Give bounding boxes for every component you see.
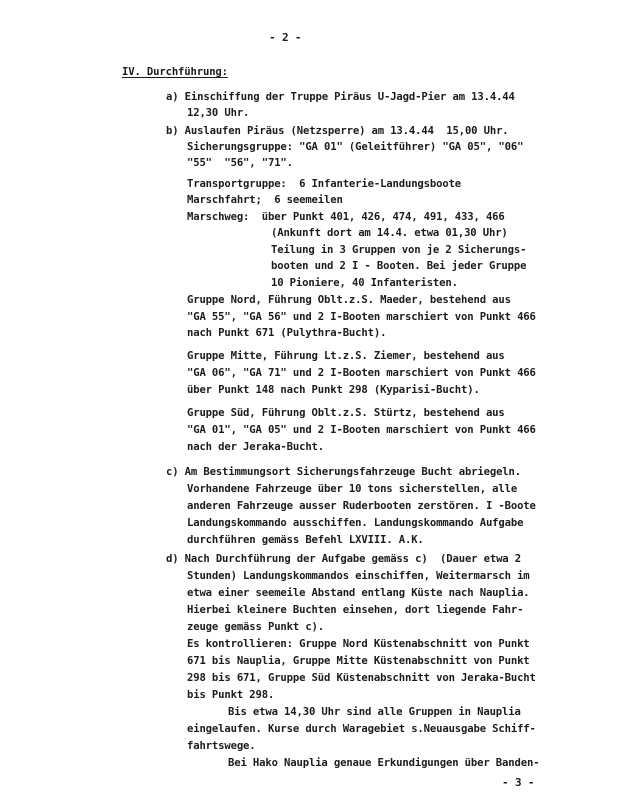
text-line: Gruppe Nord, Führung Oblt.z.S. Maeder, bestehend aus (187, 294, 511, 306)
text-line: "GA 06", "GA 71" und 2 I-Booten marschiert von Punkt 466 (187, 367, 536, 379)
text-line: zeuge gemäss Punkt c). (187, 621, 325, 633)
text-line: Marschweg: über Punkt 401, 426, 474, 491, 433, 466 (187, 211, 505, 223)
text-line: 12,30 Uhr. (187, 107, 250, 119)
text-line: Landungskommando ausschiffen. Landungskommando Aufgabe (187, 517, 524, 529)
text-line: "55" "56", "71". (187, 157, 293, 169)
text-line: b) Auslaufen Piräus (Netzsperre) am 13.4.44 15,00 Uhr. (166, 125, 509, 137)
text-line: Gruppe Süd, Führung Oblt.z.S. Stürtz, bestehend aus (187, 407, 505, 419)
text-line: bis Punkt 298. (187, 689, 275, 701)
text-line: 671 bis Nauplia, Gruppe Mitte Küstenabschnitt von Punkt (187, 655, 530, 667)
text-line: Sicherungsgruppe: "GA 01" (Geleitführer) "GA 05", "06" (187, 141, 524, 153)
text-line: a) Einschiffung der Truppe Piräus U-Jagd-Pier am 13.4.44 (166, 91, 515, 103)
text-line: Es kontrollieren: Gruppe Nord Küstenabschnitt von Punkt (187, 638, 530, 650)
text-line: Bis etwa 14,30 Uhr sind alle Gruppen in Nauplia (228, 706, 521, 718)
text-line: Vorhandene Fahrzeuge über 10 tons sicherstellen, alle (187, 483, 518, 495)
text-line: (Ankunft dort am 14.4. etwa 01,30 Uhr) (271, 227, 508, 239)
text-line: booten und 2 I - Booten. Bei jeder Gruppe (271, 260, 527, 272)
text-line: "GA 55", "GA 56" und 2 I-Booten marschiert von Punkt 466 (187, 311, 536, 323)
text-line: Transportgruppe: 6 Infanterie-Landungsboote (187, 178, 462, 190)
text-line: Gruppe Mitte, Führung Lt.z.S. Ziemer, bestehend aus (187, 350, 505, 362)
text-line: c) Am Bestimmungsort Sicherungsfahrzeuge Bucht abriegeln. (166, 466, 521, 478)
text-line: fahrtswege. (187, 740, 256, 752)
text-line: Bei Hako Nauplia genaue Erkundigungen über Banden- (228, 757, 540, 769)
text-line: nach der Jeraka-Bucht. (187, 441, 325, 453)
text-line: 298 bis 671, Gruppe Süd Küstenabschnitt von Jeraka-Bucht (187, 672, 536, 684)
section-heading: IV. Durchführung: (122, 66, 228, 78)
text-line: Hierbei kleinere Buchten einsehen, dort liegende Fahr- (187, 604, 524, 616)
text-line: Marschfahrt; 6 seemeilen (187, 194, 343, 206)
text-line: eingelaufen. Kurse durch Waragebiet s.Neuausgabe Schiff- (187, 723, 536, 735)
page-number-top: - 2 - (269, 31, 302, 44)
text-line: über Punkt 148 nach Punkt 298 (Kyparisi-Bucht). (187, 384, 480, 396)
text-line: Stunden) Landungskommandos einschiffen, Weitermarsch im (187, 570, 530, 582)
text-line: Teilung in 3 Gruppen von je 2 Sicherungs- (271, 244, 527, 256)
text-line: etwa einer seemeile Abstand entlang Küste nach Nauplia. (187, 587, 530, 599)
text-line: anderen Fahrzeuge ausser Ruderbooten zerstören. I -Boote (187, 500, 536, 512)
text-line: nach Punkt 671 (Pulythra-Bucht). (187, 327, 387, 339)
text-line: durchführen gemäss Befehl LXVIII. A.K. (187, 534, 424, 546)
text-line: 10 Pioniere, 40 Infanteristen. (271, 277, 458, 289)
text-line: "GA 01", "GA 05" und 2 I-Booten marschiert von Punkt 466 (187, 424, 536, 436)
text-line: d) Nach Durchführung der Aufgabe gemäss c) (Dauer etwa 2 (166, 553, 521, 565)
page-number-bottom: - 3 - (502, 776, 535, 789)
